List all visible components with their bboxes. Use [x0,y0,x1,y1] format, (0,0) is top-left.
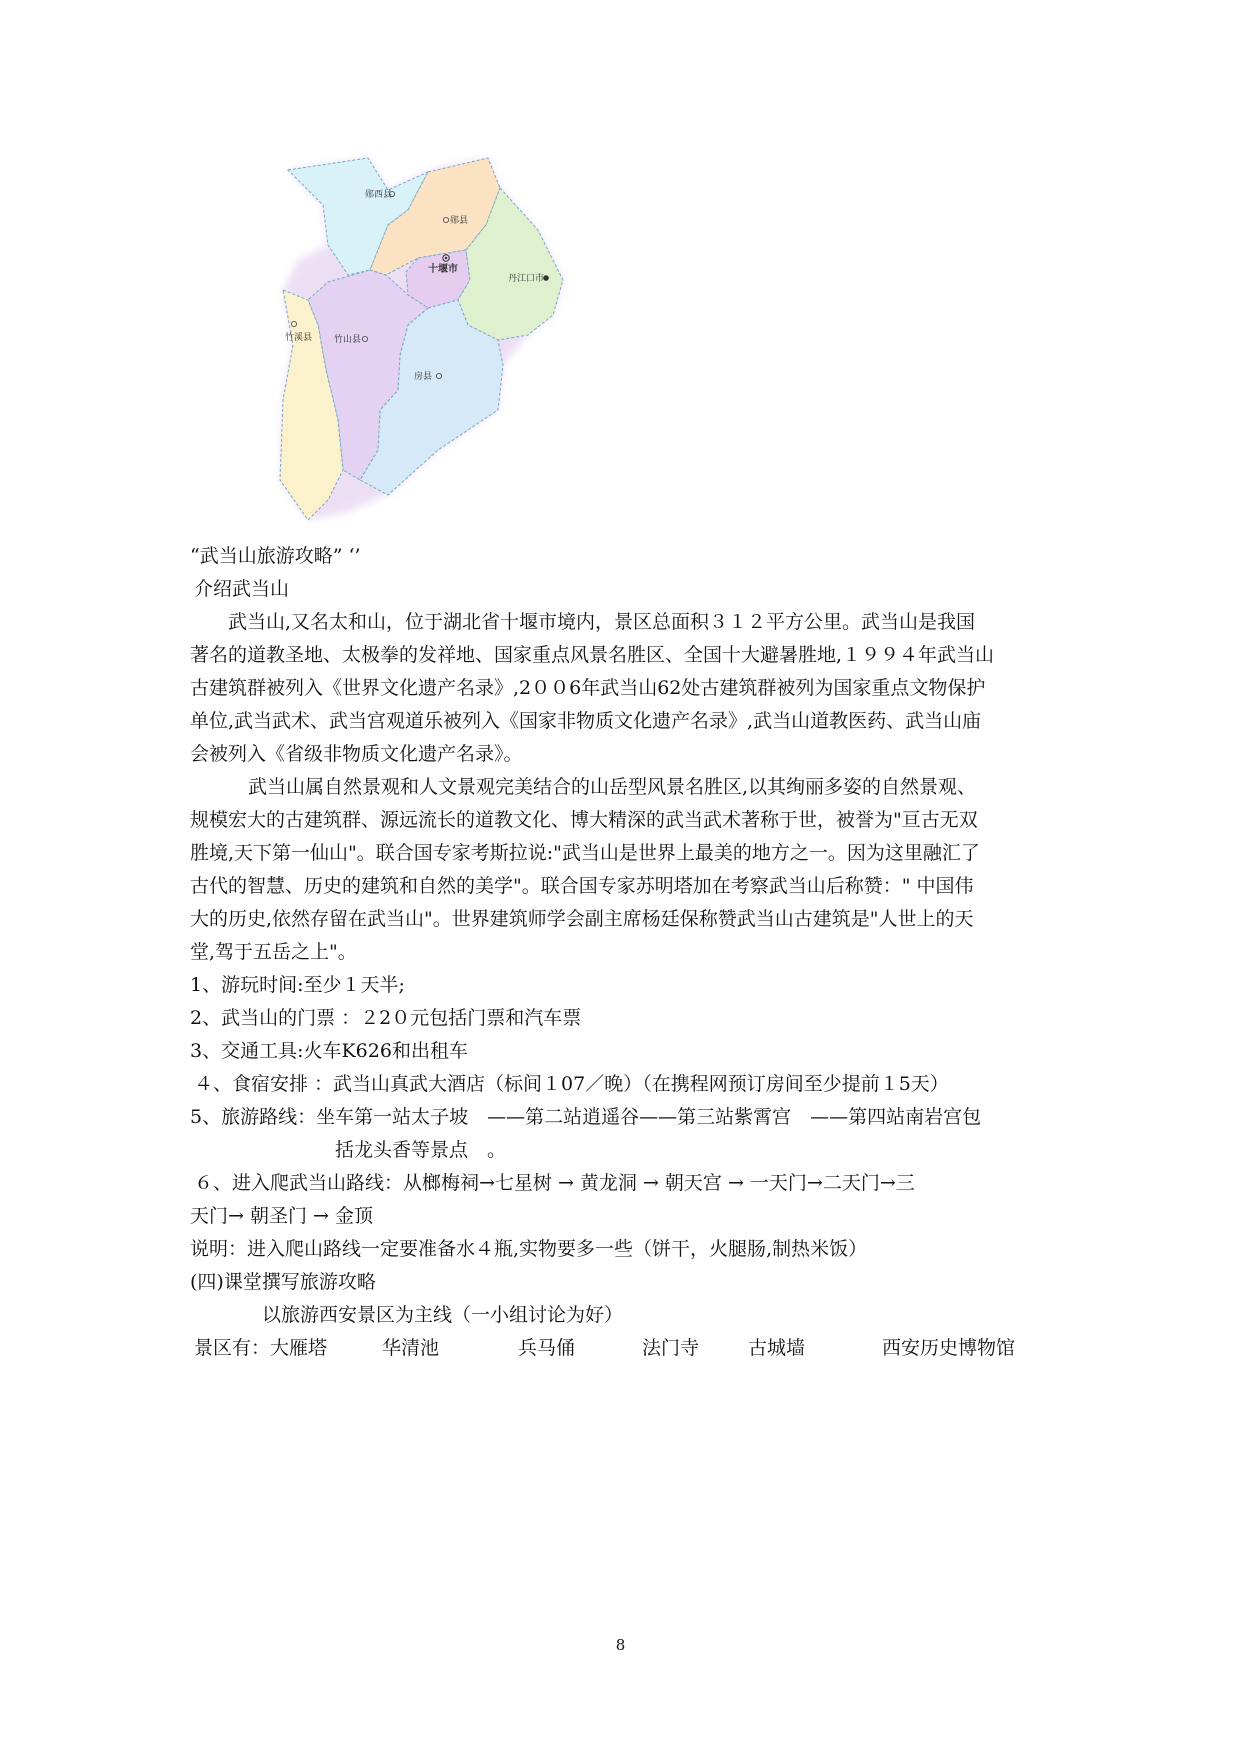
scenic-spot: 兵马俑 [518,1337,576,1359]
shiyan-region-map [285,150,628,545]
map-label-zhushan: 竹山县 [334,335,362,345]
scenic-label: 景区有： [194,1337,271,1359]
paragraph-intro [190,606,1060,771]
paragraph-line: 单位,武当武术、武当宫观道乐被列入《国家非物质文化遗产名录》,武当山道教医药、武当山庙 [190,710,982,732]
page-number: 8 [615,1636,626,1654]
item-ticket: 2、武当山的门票 ：２2０元包括门票和汽车票 [190,1007,582,1029]
paragraph-line: 古代的智慧、历史的建筑和自然的美学"。联合国专家苏明塔加在考察武当山后称赞：" 中国伟 [190,875,974,897]
paragraph-line: 著名的道教圣地、太极拳的发祥地、国家重点风景名胜区、全国十大避暑胜地,１９９４年武当山 [190,644,995,666]
intro-heading: 介绍武当山 [194,578,290,600]
scenic-spot: 古城墙 [748,1337,806,1359]
paragraph-line: 武当山属自然景观和人文景观完美结合的山岳型风景名胜区,以其绚丽多姿的自然景观、 [248,776,977,798]
scenic-spot: 西安历史博物馆 [882,1337,1016,1359]
scenic-spot: 法门寺 [642,1337,700,1359]
item-accommodation: ４、食宿安排 ：武当山真武大酒店（标间１07／晚）（在携程网预订房间至少提前１5天） [194,1073,949,1095]
item-climb-route-continued: 天门→ 朝圣门 → 金顶 [190,1205,373,1227]
scenic-spots [190,1332,1060,1365]
item-route: 5、旅游路线：坐车第一站太子坡 ——第二站逍遥谷——第三站紫霄宫 ——第四站南岩宫包 [190,1106,982,1128]
document-body [190,540,1060,1365]
map-label-yunxi: 郧西县 [365,190,393,200]
paragraph-line: 古建筑群被列入《世界文化遗产名录》,2００6年武当山62处古建筑群被列为国家重点文物保护 [190,677,986,699]
paragraph-line: 武当山,又名太和山，位于湖北省十堰市境内，景区总面积３１２平方公里。武当山是我国 [228,611,976,633]
item-note: 说明：进入爬山路线一定要准备水４瓶,实物要多一些（饼干，火腿肠,制热米饭） [190,1238,868,1260]
item-route-continued: 括龙头香等景点 。 [335,1139,507,1161]
map-label-fangxian: 房县 [414,372,433,382]
item-climb-route: ６、进入爬武当山路线：从榔梅祠→七星树 → 黄龙洞 → 朝天宫 → 一天门→二天门→三 [194,1172,915,1194]
paragraph-line: 胜境,天下第一仙山"。联合国专家考斯拉说:"武当山是世界上最美的地方之一。因为这里融汇了 [190,842,980,864]
map-label-yunxian: 郧县 [450,216,469,226]
map-label-zhuxi: 竹溪县 [285,333,313,343]
paragraph-scenery [190,771,1060,969]
item-play-time: 1、游玩时间:至少１天半; [190,974,405,996]
guide-title: “武当山旅游攻略” ‘’ [190,545,361,567]
scenic-spot: 大雁塔 [270,1337,328,1359]
scenic-spot: 华清池 [382,1337,440,1359]
paragraph-line: 堂,驾于五岳之上"。 [190,941,357,963]
task-description: 以旅游西安景区为主线（一小组讨论为好） [262,1304,624,1326]
paragraph-line: 会被列入《省级非物质文化遗产名录》。 [190,743,523,765]
paragraph-line: 大的历史,依然存留在武当山"。世界建筑师学会副主席杨廷保称赞武当山古建筑是"人世上的天 [190,908,974,930]
section-heading: (四)课堂撰写旅游攻略 [190,1271,376,1293]
map-label-shiyan: 十堰市 [428,264,458,275]
paragraph-line: 规模宏大的古建筑群、源远流长的道教文化、博大精深的武当武术著称于世，被誉为"亘古无双 [190,809,978,831]
map-label-danjiangkou: 丹江口市 [508,274,545,284]
item-transport: 3、交通工具:火车K626和出租车 [190,1040,468,1062]
